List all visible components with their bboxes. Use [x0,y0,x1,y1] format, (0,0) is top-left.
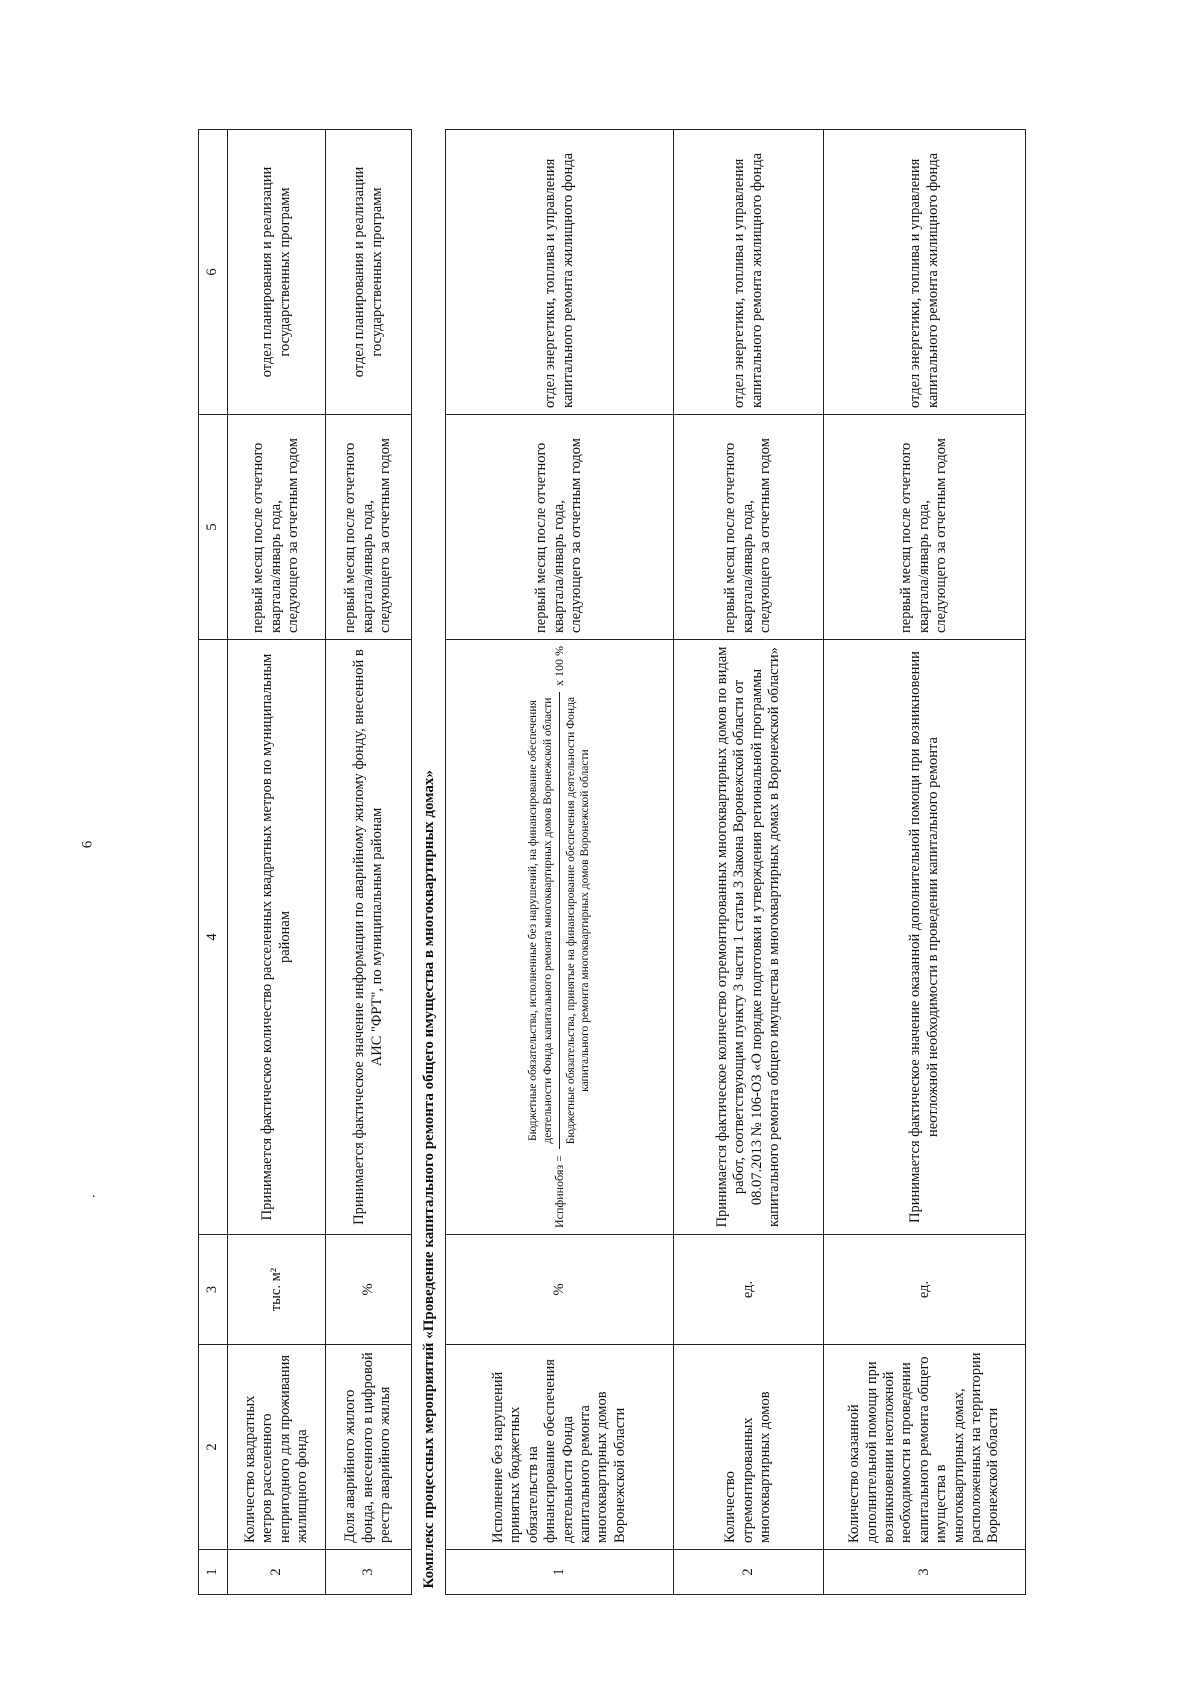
formula [526,646,593,1228]
header-col-4: 4 [199,640,228,1235]
table-row [446,130,674,1595]
page-number: 6 [79,840,96,849]
responsible: отдел энергетики, топлива и управления капитального ремонта жилищного фонда [674,130,824,415]
section-row [412,130,446,1595]
formula-lhs: Испфинобяз = [552,1155,567,1228]
deadline: первый месяц после отчетного квартала/январь года, следующего за отчетным годом [446,415,674,640]
table-row [674,130,824,1595]
indicator-name: Доля аварийного жилого фонда, внесенного в цифровой реестр аварийного жилья [326,1345,412,1550]
responsible: отдел планирования и реализации государственных программ [228,130,326,415]
calculation-method: Принимается фактическое значение информации по аварийному жилому фонду, внесенной в АИС "ФРТ", по муниципальным районам [326,640,412,1235]
responsible: отдел энергетики, топлива и управления капитального ремонта жилищного фонда [824,130,1026,415]
table-row [228,130,326,1595]
responsible: отдел энергетики, топлива и управления капитального ремонта жилищного фонда [446,130,674,415]
formula-denominator: Бюджетные обязательства, принятые на финансирование обеспечения деятельности Фонда капитального ремонта многоквартирных домов Воронежской области [565,696,592,1145]
deadline: первый месяц после отчетного квартала/январь года, следующего за отчетным годом [228,415,326,640]
responsible: отдел планирования и реализации государственных программ [326,130,412,415]
table-row [326,130,412,1595]
deadline: первый месяц после отчетного квартала/январь года, следующего за отчетным годом [674,415,824,640]
header-col-2: 2 [199,1345,228,1550]
calculation-method: Принимается фактическое количество расселенных квадратных метров по муниципальным районам [228,640,326,1235]
row-number: 3 [326,1550,412,1595]
calculation-method [446,640,674,1235]
formula-fraction [526,692,593,1149]
header-col-5: 5 [199,415,228,640]
row-number: 1 [446,1550,674,1595]
calculation-method: Принимается фактическое значение оказанной дополнительной помощи при возникновении неотложной необходимости в проведении капитального ремонта [824,640,1026,1235]
deadline: первый месяц после отчетного квартала/январь года, следующего за отчетным годом [824,415,1026,640]
unit: тыс. м² [228,1235,326,1345]
table-row [824,130,1026,1595]
unit: % [446,1235,674,1345]
formula-numerator: Бюджетные обязательства, исполненные без нарушений, на финансирование обеспечения деятельности Фонда капитального ремонта многоквартирных домов Воронежской области [526,692,560,1149]
indicator-name: Количество отремонтированных многоквартирных домов [674,1345,824,1550]
row-number: 2 [674,1550,824,1595]
unit: ед. [674,1235,824,1345]
header-col-1: 1 [199,1550,228,1595]
row-number: 2 [228,1550,326,1595]
row-number: 3 [824,1550,1026,1595]
rotated-table-sheet [198,130,1022,1595]
header-row [199,130,228,1595]
indicator-name: Исполнение без нарушений принятых бюджетных обязательств на финансирование обеспечения деятельности Фонда капитального ремонта многоквартирных домов Воронежской области [446,1345,674,1550]
header-col-3: 3 [199,1235,228,1345]
indicators-table [198,129,1026,1595]
unit: % [326,1235,412,1345]
deadline: первый месяц после отчетного квартала/январь года, следующего за отчетным годом [326,415,412,640]
indicator-name: Количество квадратных метров расселенного непригодного для проживания жилищного фонда [228,1345,326,1550]
header-col-6: 6 [199,130,228,415]
section-title: Комплекс процессных мероприятий «Проведение капитального ремонта общего имущества в многоквартирных домах» [412,130,446,1595]
unit: ед. [824,1235,1026,1345]
indicator-name: Количество оказанной дополнительной помощи при возникновении неотложной необходимости в проведении капитального ремонта общего имущества в многоквартирных домах, расположенных на территории Воронежской области [824,1345,1026,1550]
calculation-method: Принимается фактическое количество отремонтированных многоквартирных домов по видам работ, соответствующим пункту 3 части 1 статьи 3 Закона Воронежской области от 08.07.2013 № 106-ОЗ «О порядке подготовки и утверждения региональной программы капитального ремонта общего имущества в многоквартирных домах в Воронежской области» [674,640,824,1235]
scan-speck: . [92,1186,96,1201]
formula-rhs: x 100 % [552,646,567,686]
